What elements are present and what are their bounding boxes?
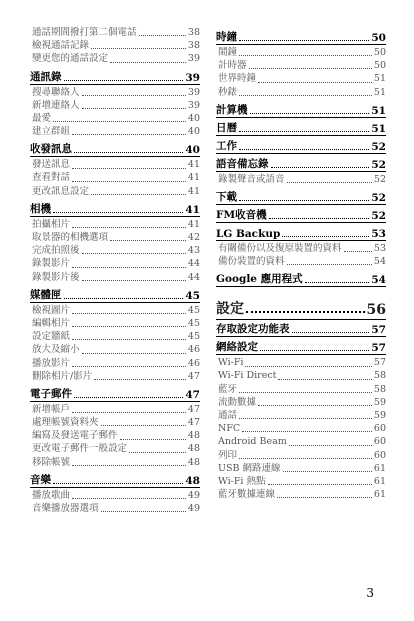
toc-entry-title: 秒錶 (218, 86, 238, 98)
toc-entry-page: 40 (185, 144, 200, 157)
toc-entry-sub (216, 173, 386, 186)
toc-entry-title: 世界時鐘 (218, 73, 257, 85)
toc-entry-title: 設定牆紙 (32, 331, 71, 343)
toc-entry-title: 取景器的相機選項 (32, 232, 109, 244)
toc-entry-title: 設定 (216, 301, 244, 318)
toc-entry-page: 52 (371, 140, 386, 153)
toc-entry-page: 41 (185, 203, 200, 216)
toc-entry-page: 51 (371, 122, 386, 135)
dot-leader (64, 80, 184, 81)
toc-entry-page: 48 (187, 443, 200, 455)
dot-leader (283, 471, 372, 472)
toc-entry-title: 日曆 (216, 121, 237, 134)
dot-leader (245, 366, 371, 367)
page-number: 3 (366, 586, 374, 600)
toc-entry-title: 更改電子郵件一般設定 (32, 443, 128, 455)
dot-leader (101, 511, 186, 512)
dot-leader (344, 251, 372, 252)
toc-entry-title: 電子郵件 (30, 387, 72, 400)
dot-leader (139, 35, 186, 36)
toc-entry-title: 編寫及發送電子郵件 (32, 430, 118, 442)
toc-entry-page: 50 (371, 32, 386, 44)
toc-entry-page: 47 (187, 370, 200, 382)
toc-entry-page: 38 (187, 40, 200, 52)
dot-leader (110, 240, 186, 241)
toc-entry-title: 錄製影片 (32, 258, 71, 270)
toc-entry-title: 編輯相片 (32, 317, 71, 329)
toc-entry-title: 有關備份以及復原裝置的資料 (218, 242, 342, 254)
toc-entry-title: 查看對話 (32, 172, 71, 184)
toc-entry-page: 59 (373, 396, 386, 408)
dot-leader (64, 298, 184, 299)
toc-entry-page: 48 (187, 456, 200, 468)
toc-entry-page: 46 (187, 357, 200, 369)
dot-leader (120, 439, 186, 440)
dot-leader (72, 181, 186, 182)
toc-entry-sub (30, 456, 200, 469)
toc-entry-sub (216, 46, 386, 59)
toc-entry-page: 60 (373, 436, 386, 448)
toc-entry-title: 藍牙數據連線 (218, 489, 276, 501)
dot-leader (239, 418, 372, 419)
toc-entry-page: 54 (373, 256, 386, 268)
toc-entry-title: 刪除相片/影片 (32, 370, 93, 382)
toc-entry-sub (30, 158, 200, 171)
toc-entry-page: 47 (187, 417, 200, 429)
toc-entry-page: 51 (373, 86, 386, 98)
toc-entry-page: 49 (187, 503, 200, 515)
toc-entry-sub (30, 330, 200, 343)
toc-entry-sub (30, 357, 200, 370)
toc-entry-section (30, 143, 200, 156)
toc-entry-title: 處理帳號資料夾 (32, 417, 99, 429)
toc-entry-page: 45 (187, 317, 200, 329)
toc-entry-page: 52 (371, 191, 386, 204)
dot-leader (289, 445, 372, 446)
toc-entry-title: FM收音機 (216, 208, 267, 221)
toc-entry-sub (216, 242, 386, 255)
toc-entry-page: 41 (187, 185, 200, 197)
dot-leader (72, 498, 186, 499)
toc-entry-page: 41 (187, 159, 200, 171)
toc-entry-title: 計算機 (216, 103, 248, 116)
toc-entry-sub (30, 317, 200, 330)
toc-entry-page: 57 (373, 357, 386, 369)
toc-entry-title: 最愛 (32, 112, 52, 124)
toc-entry-title: 音樂 (30, 473, 51, 486)
toc-entry-page: 51 (373, 73, 386, 85)
toc-entry-title: 計時器 (218, 60, 247, 72)
toc-entry-title: 網絡設定 (216, 341, 258, 354)
toc-entry-title: USB 網路連線 (218, 462, 281, 474)
toc-entry-title: 存取設定功能表 (216, 323, 290, 336)
dot-leader (282, 236, 369, 237)
toc-entry-section (30, 71, 200, 84)
toc-entry-sub (216, 462, 386, 475)
toc-entry-page: 61 (373, 475, 386, 487)
toc-entry-title: 鬧鐘 (218, 46, 238, 58)
toc-entry-page: 58 (373, 370, 386, 382)
toc-entry-page: 53 (373, 242, 386, 254)
dot-leader (72, 267, 186, 268)
toc-entry-page: 47 (185, 388, 200, 401)
toc-entry-title: Wi-Fi Direct (218, 370, 277, 382)
toc-entry-section (216, 31, 386, 44)
toc-entry-sub (30, 343, 200, 356)
toc-entry-title: 通話期間撥打第二個電話 (32, 26, 137, 38)
toc-entry-page: 60 (373, 449, 386, 461)
dot-leader (82, 108, 186, 109)
toc-entry-page: 50 (373, 60, 386, 72)
toc-entry-page: 39 (185, 71, 200, 84)
toc-entry-section (216, 341, 386, 354)
dot-leader (292, 332, 370, 333)
toc-entry-sub (216, 396, 386, 409)
dot-leader (72, 412, 186, 413)
toc-entry-sub (216, 422, 386, 435)
toc-entry-title: 錄製聲音或語音 (218, 173, 285, 185)
toc-entry-page: 52 (373, 173, 386, 185)
toc-entry-page: 52 (371, 209, 386, 222)
toc-entry-page: 46 (187, 344, 200, 356)
dot-leader (239, 392, 372, 393)
toc-entry-sub (30, 403, 200, 416)
toc-entry-sub (30, 489, 200, 502)
toc-entry-page: 45 (185, 289, 200, 302)
toc-entry-sub (216, 72, 386, 85)
toc-entry-page: 61 (373, 489, 386, 501)
dot-leader (72, 168, 186, 169)
dot-leader (260, 350, 369, 351)
toc-entry-title: 相機 (30, 202, 51, 215)
toc-entry-title: Wi-Fi 熱點 (218, 475, 266, 487)
toc-entry-page: 47 (187, 403, 200, 415)
toc-entry-page: 40 (187, 126, 200, 138)
toc-entry-page: 38 (187, 26, 200, 38)
dot-leader (82, 353, 186, 354)
dot-leader (239, 200, 369, 201)
dot-leader (277, 497, 372, 498)
toc-entry-title: 更改訊息設定 (32, 185, 90, 197)
dot-leader (278, 379, 371, 380)
toc-entry-page: 39 (187, 86, 200, 98)
toc-entry-section (30, 203, 200, 216)
toc-entry-sub (216, 475, 386, 488)
toc-entry-sub (216, 86, 386, 99)
dot-leader (269, 218, 370, 219)
toc-entry-sub (30, 416, 200, 429)
toc-entry-section (216, 104, 386, 117)
toc-entry-section (30, 289, 200, 302)
toc-entry-page: 39 (187, 99, 200, 111)
dot-leader (258, 82, 372, 83)
dot-leader (246, 311, 365, 313)
toc-entry-page: 41 (187, 218, 200, 230)
toc-entry-sub (30, 26, 200, 39)
toc-entry-sub (216, 255, 386, 268)
dot-leader (129, 452, 186, 453)
toc-entry-title: 流動數據 (218, 396, 257, 408)
toc-entry-section (216, 323, 386, 336)
dot-leader (258, 405, 372, 406)
toc-entry-page: 60 (373, 423, 386, 435)
dot-leader (239, 458, 372, 459)
dot-leader (82, 280, 186, 281)
toc-entry-sub (30, 125, 200, 138)
toc-entry-title: 搜尋聯絡人 (32, 86, 80, 98)
toc-entry-title: Android Beam (218, 436, 287, 448)
toc-entry-page: 57 (371, 324, 386, 337)
toc-entry-section (216, 158, 386, 171)
dot-leader (239, 95, 372, 96)
toc-entry-sub (216, 449, 386, 462)
toc-entry-sub (30, 52, 200, 65)
toc-entry-title: 音樂播放器選項 (32, 503, 99, 515)
toc-entry-title: NFC (218, 423, 241, 435)
toc-entry-title: 拍攝相片 (32, 218, 71, 230)
toc-entry-section (30, 388, 200, 401)
toc-column-right (216, 26, 386, 501)
dot-leader (53, 121, 186, 122)
dot-leader (239, 149, 369, 150)
toc-entry-sub (30, 244, 200, 257)
toc-entry-page: 39 (187, 53, 200, 65)
toc-entry-title: 播放影片 (32, 357, 71, 369)
toc-entry-title: 錄製影片後 (32, 271, 80, 283)
toc-entry-sub (30, 172, 200, 185)
dot-leader (110, 62, 186, 63)
toc-entry-title: 建立群組 (32, 126, 71, 138)
toc-entry-title: 完成拍照後 (32, 245, 80, 257)
dot-leader (72, 339, 186, 340)
toc-entry-sub (30, 112, 200, 125)
dot-leader (53, 483, 183, 484)
toc-entry-title: 收發訊息 (30, 143, 72, 156)
toc-entry-title: 工作 (216, 139, 237, 152)
toc-entry-page: 42 (187, 232, 200, 244)
dot-leader (72, 465, 186, 466)
dot-leader (268, 484, 372, 485)
toc-entry-page: 48 (185, 474, 200, 487)
dot-leader (72, 366, 186, 367)
toc-entry-title: 檢視圖片 (32, 304, 71, 316)
toc-entry-title: 通訊錄 (30, 70, 62, 83)
toc-entry-section (216, 122, 386, 135)
toc-entry-page: 58 (373, 383, 386, 395)
dot-leader (82, 253, 186, 254)
dot-leader (72, 326, 186, 327)
toc-entry-sub (30, 443, 200, 456)
toc-entry-page: 44 (187, 258, 200, 270)
toc-entry-title: 列印 (218, 449, 238, 461)
toc-entry-title: LG Backup (216, 227, 281, 240)
toc-entry-title: 藍牙 (218, 383, 238, 395)
dot-leader (91, 48, 186, 49)
toc-entry-title: 下載 (216, 190, 237, 203)
toc-entry-page: 53 (371, 227, 386, 240)
toc-entry-page: 57 (371, 342, 386, 355)
toc-entry-page: 45 (187, 304, 200, 316)
toc-entry-title: 語音備忘錄 (216, 157, 269, 170)
toc-entry-sub (216, 435, 386, 448)
toc-entry-title: 播放歌曲 (32, 489, 71, 501)
toc-entry-sub (216, 383, 386, 396)
toc-entry-page: 56 (366, 302, 386, 319)
toc-entry-sub (30, 39, 200, 52)
toc-entry-page: 40 (187, 112, 200, 124)
toc-entry-title: 時鐘 (216, 31, 237, 43)
toc-entry-title: 媒體匣 (30, 288, 62, 301)
toc-entry-sub (30, 271, 200, 284)
toc-entry-page: 45 (187, 331, 200, 343)
toc-entry-page: 50 (373, 46, 386, 58)
dot-leader (249, 68, 372, 69)
dot-leader (242, 431, 372, 432)
toc-entry-title: 通話 (218, 410, 238, 422)
toc-entry-section (216, 273, 386, 286)
toc-entry-title: 備份裝置的資料 (218, 256, 285, 268)
toc-entry-page: 49 (187, 489, 200, 501)
dot-leader (305, 282, 370, 283)
toc-entry-page: 59 (373, 410, 386, 422)
toc-entry-title: 新增帳戶 (32, 403, 71, 415)
toc-entry-title: 檢視通話記錄 (32, 40, 90, 52)
toc-entry-sub (216, 59, 386, 72)
toc-entry-title: Google 應用程式 (216, 273, 303, 286)
dot-leader (72, 313, 186, 314)
toc-entry-sub (30, 370, 200, 383)
toc-column-left (30, 26, 200, 515)
dot-leader (53, 212, 183, 213)
dot-leader (287, 182, 372, 183)
dot-leader (91, 194, 186, 195)
dot-leader (239, 40, 369, 41)
dot-leader (72, 134, 186, 135)
dot-leader (94, 379, 186, 380)
dot-leader (74, 152, 183, 153)
toc-entry-sub (30, 502, 200, 515)
toc-entry-title: 新增連絡人 (32, 99, 80, 111)
dot-leader (239, 55, 372, 56)
toc-entry-sub (30, 257, 200, 270)
toc-entry-page: 61 (373, 462, 386, 474)
dot-leader (239, 131, 369, 132)
dot-leader (74, 397, 183, 398)
toc-entry-page: 48 (187, 430, 200, 442)
toc-entry-section (216, 191, 386, 204)
toc-entry-sub (216, 356, 386, 369)
toc-entry-section (216, 140, 386, 153)
toc-entry-sub (216, 488, 386, 501)
toc-entry-title: 放大及縮小 (32, 344, 80, 356)
toc-entry-title: Wi-Fi (218, 357, 244, 369)
dot-leader (250, 113, 370, 114)
toc-entry-section (30, 474, 200, 487)
toc-entry-sub (216, 370, 386, 383)
toc-entry-sub (216, 409, 386, 422)
toc-entry-sub (30, 99, 200, 112)
dot-leader (72, 227, 186, 228)
toc-entry-page: 51 (371, 104, 386, 117)
toc-entry-sub (30, 185, 200, 198)
toc-entry-chapter (216, 298, 386, 318)
toc-entry-title: 移除帳號 (32, 456, 71, 468)
toc-entry-section (216, 227, 386, 240)
toc-entry-sub (30, 86, 200, 99)
toc-entry-sub (30, 231, 200, 244)
dot-leader (271, 167, 370, 168)
dot-leader (82, 95, 186, 96)
toc-entry-title: 發送訊息 (32, 159, 71, 171)
toc-entry-page: 41 (187, 172, 200, 184)
toc-entry-page: 44 (187, 271, 200, 283)
toc-entry-sub (30, 218, 200, 231)
toc-entry-title: 變更您的通話設定 (32, 53, 109, 65)
toc-entry-section (216, 209, 386, 222)
dot-leader (287, 264, 372, 265)
toc-entry-page: 54 (371, 274, 386, 287)
dot-leader (101, 425, 186, 426)
toc-entry-sub (30, 304, 200, 317)
toc-entry-page: 43 (187, 245, 200, 257)
toc-entry-page: 52 (371, 158, 386, 171)
toc-entry-sub (30, 429, 200, 442)
